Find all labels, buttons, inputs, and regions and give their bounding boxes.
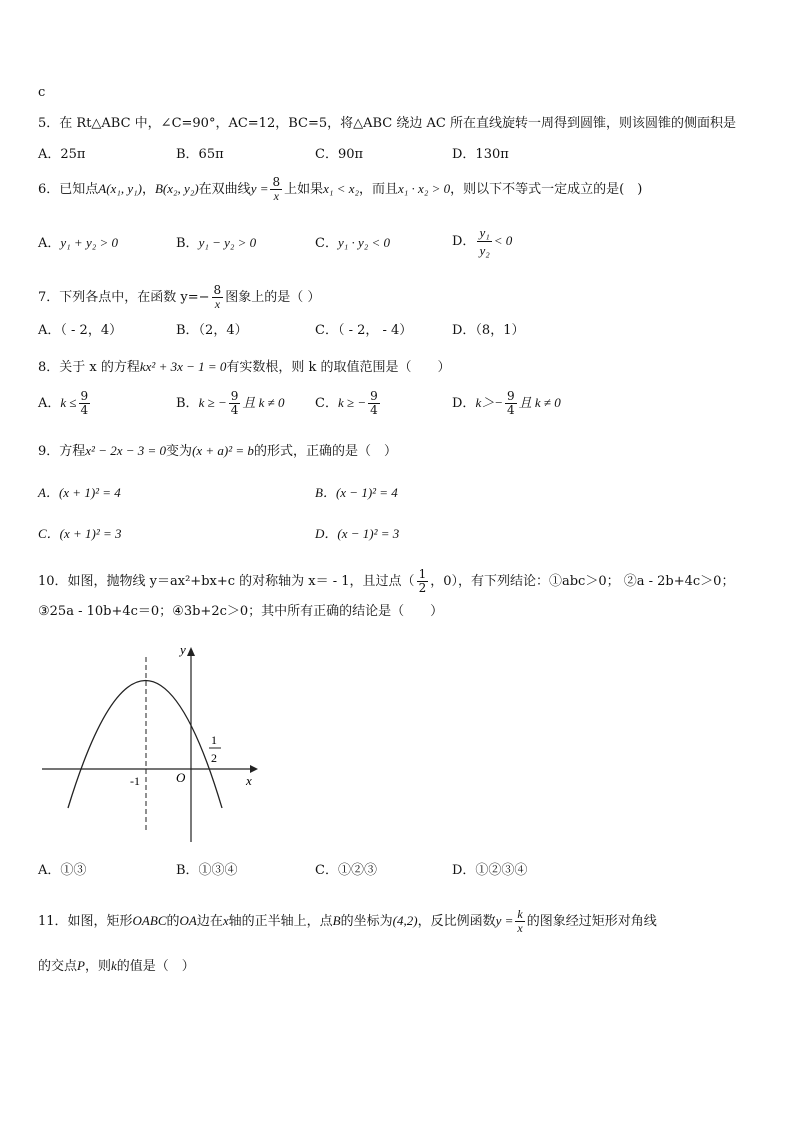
option-lhs: k＞− [475, 395, 503, 410]
frac-den: 4 [506, 403, 515, 417]
option-expr: y₁ + y₂ > 0 [60, 235, 119, 250]
q11-line2-post: 的值是（ ） [116, 959, 195, 974]
q9-equation: x² − 2x − 3 = 0 [85, 443, 167, 458]
q6-after-func: 上如果 [284, 182, 324, 197]
frac-den: 4 [370, 403, 378, 417]
frac-den: 4 [230, 403, 239, 417]
q8-equation: kx² + 3x − 1 = 0 [139, 359, 227, 374]
question-9-option-a: A．(x + 1)² = 4 [38, 485, 121, 500]
frac-den: 2 [418, 581, 427, 595]
q6-mid2: ，而且 [359, 182, 399, 197]
question-10-option-a: A．①③ [38, 863, 87, 878]
q10-line1-post: ，0），有下列结论：①abc＞0； ②a - 2b+4c＞0； [430, 574, 735, 589]
frac-num: 1 [418, 567, 427, 581]
frac-num: 8 [213, 283, 222, 297]
option-tail: < 0 [493, 233, 513, 248]
q8-stem-pre: 8．关于 x 的方程 [38, 360, 140, 375]
option-label: B． [176, 236, 199, 251]
q11-side: OA [179, 913, 197, 928]
q11-pre: 11．如图，矩形 [38, 914, 133, 929]
q7-stem-pre: 7．下列各点中，在函数 y=− [38, 290, 210, 305]
question-5-option-a: A．25π [38, 147, 86, 162]
option-label: B． [176, 396, 199, 411]
frac-num: 9 [80, 389, 89, 403]
q6-func-lhs: y = [250, 181, 269, 196]
frac-num: 9 [370, 389, 378, 403]
x-axis-label: x [246, 773, 252, 788]
q6-mid: 在双曲线 [198, 182, 251, 197]
q6-tail: ，则以下不等式一定成立的是( ) [450, 182, 643, 197]
q11-rect: OABC [132, 913, 167, 928]
q9-form: (x + a)² = b [192, 443, 254, 458]
frac-num: 9 [230, 389, 239, 403]
q6-number: 6．已知点 [38, 182, 99, 197]
question-11-line-2 [38, 957, 195, 976]
option-expr: y₁ · y₂ < 0 [337, 235, 391, 250]
q11-post: 的图象经过矩形对角线 [526, 914, 657, 929]
question-10-option-c: C．①②③ [315, 863, 377, 878]
y-axis-label: y [180, 642, 186, 657]
q11-line2-mid: ，则 [84, 959, 111, 974]
q11-point-b: B [332, 913, 341, 928]
q11-fraction [515, 908, 524, 935]
frac-num: k [517, 907, 523, 921]
question-10-option-d: D．①②③④ [452, 863, 528, 878]
q6-frac-num: 8 [272, 175, 281, 189]
option-label: C． [315, 236, 338, 251]
q11-of: 的 [166, 914, 180, 929]
q11-axis: x [222, 913, 229, 928]
option-lhs: k ≥ − [198, 395, 227, 410]
question-7-option-a: A．（ - 2，4） [38, 323, 123, 338]
option-label: C． [315, 396, 338, 411]
question-9-option-d: D．(x − 1)² = 3 [315, 526, 400, 541]
question-7-option-c: C．（ - 2， - 4） [315, 323, 413, 338]
q6-cond1: x₁ < x₂ [323, 181, 359, 196]
option-label: A． [38, 236, 61, 251]
neg-one-label: -1 [130, 774, 140, 788]
question-9-option-c: C．(x + 1)² = 3 [38, 526, 122, 541]
question-10-option-b: B．①③④ [176, 863, 238, 878]
q6-sep: ， [141, 182, 155, 197]
frac-den: x [517, 921, 523, 935]
frac-den: 4 [80, 403, 89, 417]
option-lhs: k ≥ − [337, 395, 367, 410]
stray-mark: c [38, 85, 46, 100]
frac-num: 9 [506, 389, 515, 403]
option-tail: 且 k ≠ 0 [518, 395, 561, 410]
q11-mid3: 的坐标为 [340, 914, 393, 929]
question-5-option-c: C．90π [315, 147, 364, 162]
question-5-option-b: B．65π [176, 147, 224, 162]
question-5-stem: 5．在 Rt△ABC 中，∠C=90°，AC=12，BC=5，将△ABC 绕边 AC 所在直线旋转一周得到圆锥，则该圆锥的侧面积是 [38, 116, 736, 131]
y-axis-arrow [187, 647, 195, 656]
q11-k: k [110, 958, 117, 973]
parabola-curve [68, 681, 222, 809]
q11-mid2: 轴的正半轴上，点 [228, 914, 333, 929]
q6-cond2: x₁ · x₂ > 0 [398, 181, 451, 196]
option-label: D． [452, 234, 476, 249]
q6-frac-den: x [273, 189, 279, 203]
q11-func-lhs: y = [495, 913, 514, 928]
q8-stem-post: 有实数根，则 k 的取值范围是（ ） [226, 360, 451, 375]
q9-stem-mid: 变为 [166, 444, 193, 459]
q9-stem-post: 的形式，正确的是（ ） [253, 444, 397, 459]
question-7-option-d: D．（8，1） [452, 323, 525, 338]
option-label: A． [38, 396, 61, 411]
x-axis-arrow [250, 765, 258, 773]
frac-den: y₂ [479, 243, 490, 258]
question-7-option-b: B．（2，4） [176, 323, 248, 338]
q10-line1-pre: 10．如图，抛物线 y＝ax²+bx+c 的对称轴为 x＝ - 1，且过点（ [38, 574, 415, 589]
half-label-den: 2 [211, 751, 217, 765]
option-lhs: k ≤ [60, 395, 77, 410]
option-expr: y₁ − y₂ > 0 [198, 235, 257, 250]
question-11-line-1 [38, 908, 657, 935]
q7-stem-post: 图象上的是（ ） [225, 290, 321, 305]
q11-coords: (4,2) [392, 913, 418, 928]
frac-den: x [214, 297, 221, 311]
question-10-line-2: ③25a - 10b+4c＝0；④3b+2c＞0；其中所有正确的结论是（ ） [38, 604, 444, 619]
q11-line2-pre: 的交点 [38, 959, 78, 974]
origin-label: O [176, 770, 186, 785]
frac-num: y₁ [479, 225, 490, 240]
question-9-option-b: B．(x − 1)² = 4 [315, 485, 398, 500]
q9-stem-pre: 9．方程 [38, 444, 86, 459]
question-5-option-d: D．130π [452, 147, 509, 162]
q6-point-b: B(x₂, y₂) [154, 181, 199, 196]
q11-point-p: P [77, 958, 85, 973]
q11-mid1: 边在 [196, 914, 223, 929]
option-label: D． [452, 396, 476, 411]
option-tail: 且 k ≠ 0 [242, 395, 285, 410]
q6-point-a: A(x₁, y₁) [98, 181, 142, 196]
q11-mid4: ，反比例函数 [417, 914, 496, 929]
half-label-num: 1 [211, 733, 217, 747]
